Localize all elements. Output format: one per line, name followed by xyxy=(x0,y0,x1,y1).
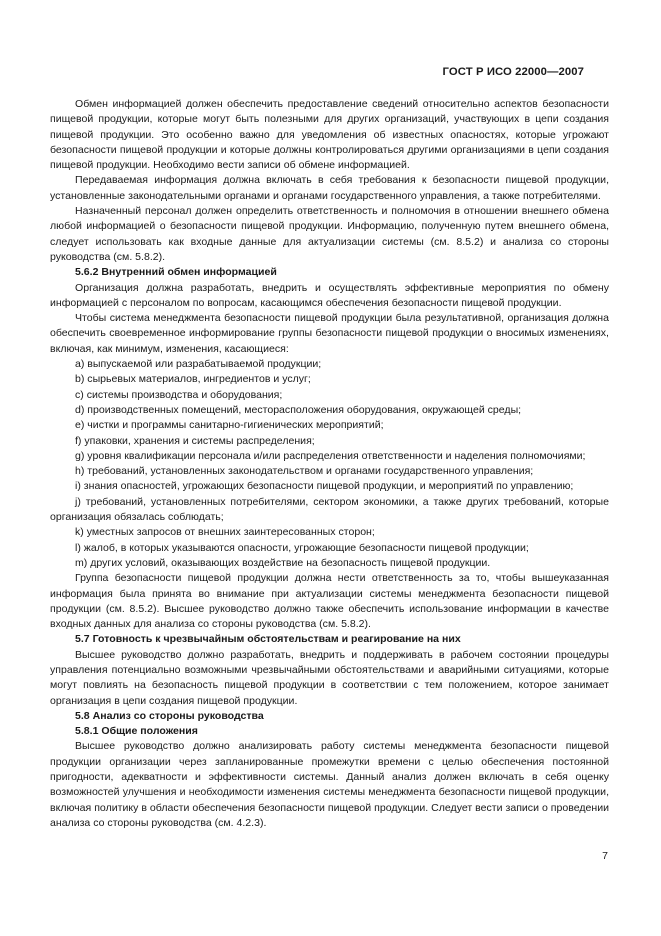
section-heading: 5.8.1 Общие положения xyxy=(75,725,198,738)
list-item: h) требований, установленных законодательством и органами государственного управления; xyxy=(75,465,534,478)
section-heading: 5.7 Готовность к чрезвычайным обстоятельствам и реагирование на них xyxy=(75,633,461,646)
list-item: j) требований, установленных потребителями, сектором экономики, а также других требований, которые организация обязалась соблюдать; xyxy=(50,495,609,524)
list-item: m) других условий, оказывающих воздействие на безопасность пищевой продукции. xyxy=(75,556,491,569)
list-item: e) чистки и программы санитарно-гигиенических мероприятий; xyxy=(75,419,384,432)
list-item: g) уровня квалификации персонала и/или распределения ответственности и наделения полномочиями; xyxy=(75,449,586,462)
body-paragraph: Высшее руководство должно разработать, внедрить и поддерживать в рабочем состоянии процедуры управления потенциально возможными чрезвычайными обстоятельствами и аварийными ситуациями, которые могут повлиять на безопасность пищевой продукции в соответствии с тем положением, которое занимает организация в цепи создания пищевой продукции. xyxy=(50,648,609,707)
body-paragraph: Передаваемая информация должна включать в себя требования к безопасности пищевой продукции, установленные законодательными органами и органами государственного управления, а также потребителями. xyxy=(50,174,609,202)
document-body xyxy=(50,97,609,831)
body-paragraph: Организация должна разработать, внедрить и осуществлять эффективные мероприятия по обмену информацией с персоналом по вопросам, касающимся обеспечения безопасности пищевой продукции. xyxy=(50,281,609,309)
list-item: a) выпускаемой или разрабатываемой продукции; xyxy=(75,358,322,371)
list-item: d) производственных помещений, месторасположения оборудования, окружающей среды; xyxy=(75,403,522,416)
body-paragraph: Чтобы система менеджмента безопасности пищевой продукции была результативной, организация должна обеспечить своевременное информирование группы безопасности пищевой продукции о вносимых изменениях, включая, как минимум, изменения, касающиеся: xyxy=(50,312,609,355)
body-paragraph: Назначенный персонал должен определить ответственность и полномочия в отношении внешнего обмена любой информацией о безопасности пищевой продукции. Информацию, полученную путем внешнего обмена, следует использовать как входные данные для актуализации системы (см. 8.5.2) и анализа со стороны руководства (см. 5.8.2). xyxy=(50,205,609,263)
body-paragraph: Группа безопасности пищевой продукции должна нести ответственность за то, чтобы вышеуказанная информация была принята во внимание при актуализации системы менеджмента безопасности пищевой продукции (см. 8.5.2). Высшее руководство должно также обеспечить использование информации в качестве входных данных для анализа со стороны руководства (см. 5.8.2). xyxy=(50,572,609,631)
section-heading: 5.8 Анализ со стороны руководства xyxy=(75,709,264,722)
list-item: f) упаковки, хранения и системы распределения; xyxy=(75,434,315,447)
document-header: ГОСТ Р ИСО 22000—2007 xyxy=(442,66,584,78)
list-item: l) жалоб, в которых указываются опасности, угрожающие безопасности пищевой продукции; xyxy=(75,541,529,554)
list-item: c) системы производства и оборудования; xyxy=(75,388,283,401)
section-heading: 5.6.2 Внутренний обмен информацией xyxy=(75,266,277,279)
body-paragraph: Высшее руководство должно анализировать работу системы менеджмента безопасности пищевой продукции организации через запланированные промежутки времени с целью обеспечения постоянной пригодности, адекватности и эффективности системы. Данный анализ должен включать в себя оценку возможностей улучшения и необходимости изменения системы менеджмента безопасности пищевой продукции, включая политику в области обеспечения безопасности пищевой продукции. Следует вести записи о проведении анализа со стороны руководства (см. 4.2.3). xyxy=(50,740,609,829)
list-item: i) знания опасностей, угрожающих безопасности пищевой продукции, и мероприятий по управлению; xyxy=(75,480,574,493)
list-item: k) уместных запросов от внешних заинтересованных сторон; xyxy=(75,526,375,539)
list-item: b) сырьевых материалов, ингредиентов и услуг; xyxy=(75,373,311,386)
page-number: 7 xyxy=(602,850,608,862)
body-paragraph: Обмен информацией должен обеспечить предоставление сведений относительно аспектов безопасности пищевой продукции, которые могут быть полезными для других организаций, участвующих в цепи создания пищевой продукции. Это особенно важно для уведомления об известных опасностях, которые угрожают безопасности пищевой продукции и которые должны контролироваться другими организациями в цепи создания пищевой продукции. Необходимо вести записи об обмене информацией. xyxy=(50,98,609,172)
